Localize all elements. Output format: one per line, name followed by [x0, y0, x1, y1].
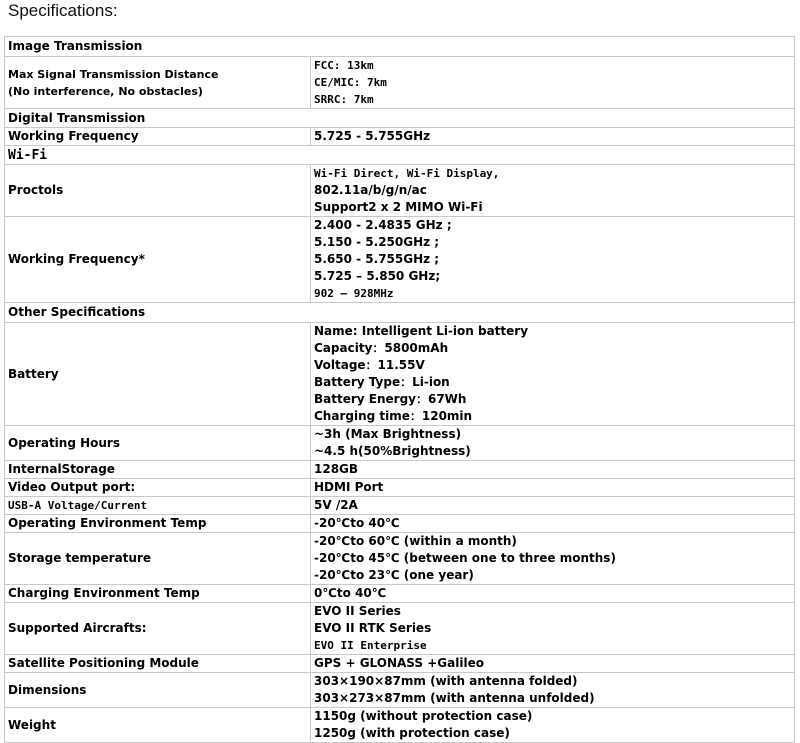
spec-value: 5V /2A	[311, 497, 795, 515]
spec-value: 5.725 - 5.755GHz	[311, 128, 795, 146]
section-title-other: Other Specifications	[5, 303, 795, 323]
spec-label: Proctols	[5, 165, 311, 217]
spec-row-max-distance	[5, 57, 795, 109]
spec-row-video-output	[5, 479, 795, 497]
spec-value: 0℃to 40℃	[311, 585, 795, 603]
spec-value-line: 303×190×87mm (with antenna folded)	[314, 674, 578, 688]
spec-value-line: Voltage：11.55V	[314, 358, 425, 372]
spec-value-line: 2.400 - 2.4835 GHz ;	[314, 218, 452, 232]
spec-value-line: Name: Intelligent Li-ion battery	[314, 324, 529, 338]
spec-label: Weight	[5, 708, 311, 743]
spec-value-line: 5.150 - 5.250GHz ;	[314, 235, 440, 249]
spec-value-line: Charging time：120min	[314, 409, 473, 423]
spec-value-line: 303×273×87mm (with antenna unfolded)	[314, 691, 595, 705]
page-heading: Specifications:	[8, 1, 118, 20]
spec-row-dimensions	[5, 673, 795, 708]
spec-value: -20℃to 40℃	[311, 515, 795, 533]
spec-row-weight	[5, 708, 795, 743]
spec-value	[311, 57, 795, 109]
spec-value-line: 902 – 928MHz	[314, 287, 394, 300]
spec-value-line: EVO II Enterprise	[314, 639, 427, 652]
spec-value-line: Battery Type：Li-ion	[314, 375, 450, 389]
spec-value-line: SRRC: 7km	[314, 93, 374, 106]
spec-row-wifi-frequency	[5, 217, 795, 303]
spec-label	[5, 57, 311, 109]
spec-value-line: -20℃to 45℃ (between one to three months)	[314, 551, 616, 565]
spec-row-storage-temp	[5, 533, 795, 585]
spec-label: Storage temperature	[5, 533, 311, 585]
spec-row-internal-storage	[5, 461, 795, 479]
spec-value-line: -20℃to 60℃ (within a month)	[314, 534, 517, 548]
spec-row-supported-aircrafts	[5, 603, 795, 655]
spec-value-line: 5.650 - 5.755GHz ;	[314, 252, 440, 266]
spec-label: Operating Environment Temp	[5, 515, 311, 533]
section-row-other	[5, 303, 795, 323]
spec-label-line: Max Signal Transmission Distance	[8, 67, 219, 81]
spec-value-line: ~4.5 h(50%Brightness)	[314, 444, 471, 458]
spec-row-battery	[5, 323, 795, 426]
spec-label: Battery	[5, 323, 311, 426]
spec-value-line: 5.725 – 5.850 GHz;	[314, 269, 441, 283]
spec-value-line: FCC: 13km	[314, 59, 374, 72]
spec-label: Charging Environment Temp	[5, 585, 311, 603]
spec-value-line: 1150g (without protection case)	[314, 709, 533, 723]
spec-value	[311, 533, 795, 585]
spec-value	[311, 426, 795, 461]
spec-label: Operating Hours	[5, 426, 311, 461]
spec-label: Video Output port:	[5, 479, 311, 497]
spec-label: Working Frequency	[5, 128, 311, 146]
spec-value	[311, 603, 795, 655]
spec-row-working-frequency	[5, 128, 795, 146]
spec-value: HDMI Port	[311, 479, 795, 497]
spec-row-satellite	[5, 655, 795, 673]
spec-value-line: -20℃to 23℃ (one year)	[314, 568, 474, 582]
section-title-wifi: Wi-Fi	[5, 146, 795, 165]
section-row-image-transmission	[5, 37, 795, 57]
spec-value-line: CE/MIC: 7km	[314, 76, 387, 89]
section-row-digital-transmission	[5, 109, 795, 128]
section-title-image-transmission: Image Transmission	[5, 37, 795, 57]
spec-row-charging-temp	[5, 585, 795, 603]
section-title-digital-transmission: Digital Transmission	[5, 109, 795, 128]
spec-value	[311, 673, 795, 708]
spec-value-line: Support2 x 2 MIMO Wi-Fi	[314, 200, 483, 214]
spec-value-line: EVO II RTK Series	[314, 621, 432, 635]
spec-value-line: 802.11a/b/g/n/ac	[314, 183, 427, 197]
spec-value	[311, 708, 795, 743]
spec-row-usb	[5, 497, 795, 515]
spec-value	[311, 323, 795, 426]
section-row-wifi	[5, 146, 795, 165]
spec-value-line: ~3h (Max Brightness)	[314, 427, 462, 441]
spec-row-operating-temp	[5, 515, 795, 533]
spec-label: Supported Aircrafts:	[5, 603, 311, 655]
specifications-table	[4, 36, 795, 743]
spec-label: Satellite Positioning Module	[5, 655, 311, 673]
spec-label-line: (No interference, No obstacles)	[8, 84, 203, 98]
spec-value-line: Wi-Fi Direct, Wi-Fi Display,	[314, 167, 500, 180]
spec-value-line: EVO II Series	[314, 604, 401, 618]
spec-value-line: Capacity：5800mAh	[314, 341, 449, 355]
spec-value	[311, 165, 795, 217]
spec-label: USB-A Voltage/Current	[5, 497, 311, 515]
spec-value	[311, 217, 795, 303]
spec-row-operating-hours	[5, 426, 795, 461]
spec-label: Working Frequency*	[5, 217, 311, 303]
spec-label: InternalStorage	[5, 461, 311, 479]
spec-label: Dimensions	[5, 673, 311, 708]
spec-value-line: Battery Energy：67Wh	[314, 392, 467, 406]
spec-value: GPS + GLONASS +Galileo	[311, 655, 795, 673]
spec-value: 128GB	[311, 461, 795, 479]
spec-value-line: 1250g (with protection case)	[314, 726, 510, 740]
spec-row-protocols	[5, 165, 795, 217]
